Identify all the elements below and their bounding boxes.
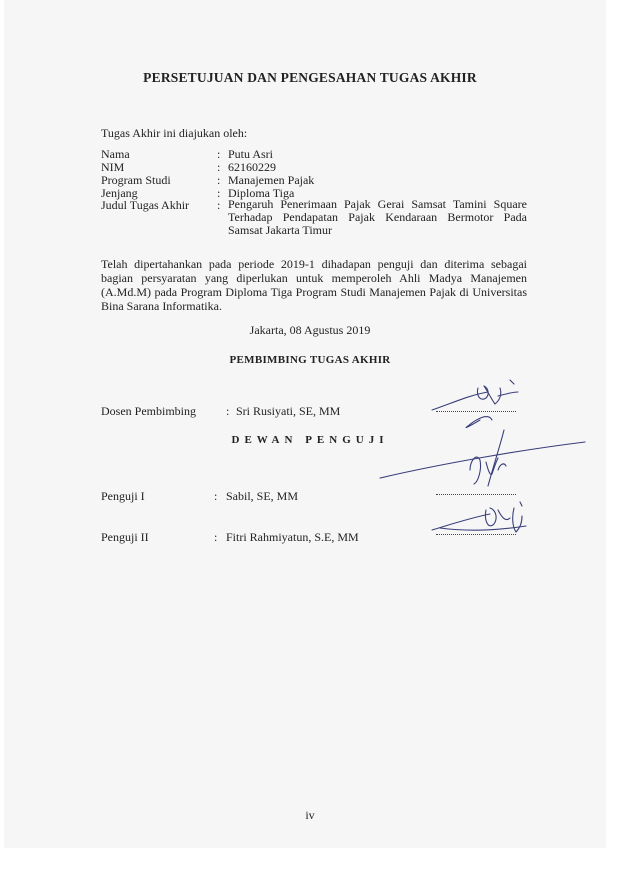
- place-date: Jakarta, 08 Agustus 2019: [249, 323, 371, 337]
- advisor-heading: PEMBIMBING TUGAS AKHIR: [229, 354, 391, 366]
- advisor-name: Sri Rusiyati, SE, MM: [236, 404, 341, 418]
- page-title: PERSETUJUAN DAN PENGESAHAN TUGAS AKHIR: [143, 70, 477, 85]
- examiner-label-2: Penguji II: [101, 530, 149, 544]
- examiner-name-2: Fitri Rahmiyatun, S.E, MM: [226, 530, 359, 544]
- field-value-judul: Pengaruh Penerimaan Pajak Gerai Samsat Tamini Square Terhadap Pendapatan Pajak Kendaraan Bermotor Pada Samsat Jakarta Timur: [228, 197, 527, 237]
- field-colon: :: [214, 530, 218, 544]
- field-value-jenjang: Diploma Tiga: [228, 186, 295, 200]
- examiner-name-1: Sabil, SE, MM: [226, 489, 299, 503]
- field-colon: :: [217, 198, 221, 212]
- field-colon: :: [226, 404, 230, 418]
- field-colon: :: [217, 173, 221, 187]
- signature-advisor: [432, 380, 518, 428]
- advisor-label: Dosen Pembimbing: [101, 404, 196, 418]
- intro-text: Tugas Akhir ini diajukan oleh:: [101, 126, 248, 140]
- signature-examiner-2: [432, 502, 526, 532]
- field-colon: :: [217, 186, 221, 200]
- field-label-jenjang: Jenjang: [101, 186, 138, 200]
- field-value-program-studi: Manajemen Pajak: [228, 173, 315, 187]
- examiner-label-1: Penguji I: [101, 489, 145, 503]
- field-value-nama: Putu Asri: [228, 147, 274, 161]
- approval-paragraph: Telah dipertahankan pada periode 2019-1 dihadapan penguji dan diterima sebagai bagian persyaratan yang diperlukan untuk memperoleh Ahli Madya Manajemen (A.Md.M) pada Program Diploma Tiga Program Studi Manajemen Pajak di Universitas Bina Sarana Informatika.: [101, 257, 527, 313]
- field-label-program-studi: Program Studi: [101, 173, 171, 187]
- field-colon: :: [217, 160, 221, 174]
- field-colon: :: [217, 147, 221, 161]
- field-label-nama: Nama: [101, 147, 130, 161]
- page-number: iv: [305, 808, 315, 822]
- signature-examiner-1: [380, 430, 585, 486]
- examiner-heading: DEWAN PENGUJI: [231, 434, 389, 446]
- field-colon: :: [214, 489, 218, 503]
- field-label-nim: NIM: [101, 160, 125, 174]
- field-label-judul: Judul Tugas Akhir: [101, 198, 190, 212]
- field-value-nim: 62160229: [228, 160, 276, 174]
